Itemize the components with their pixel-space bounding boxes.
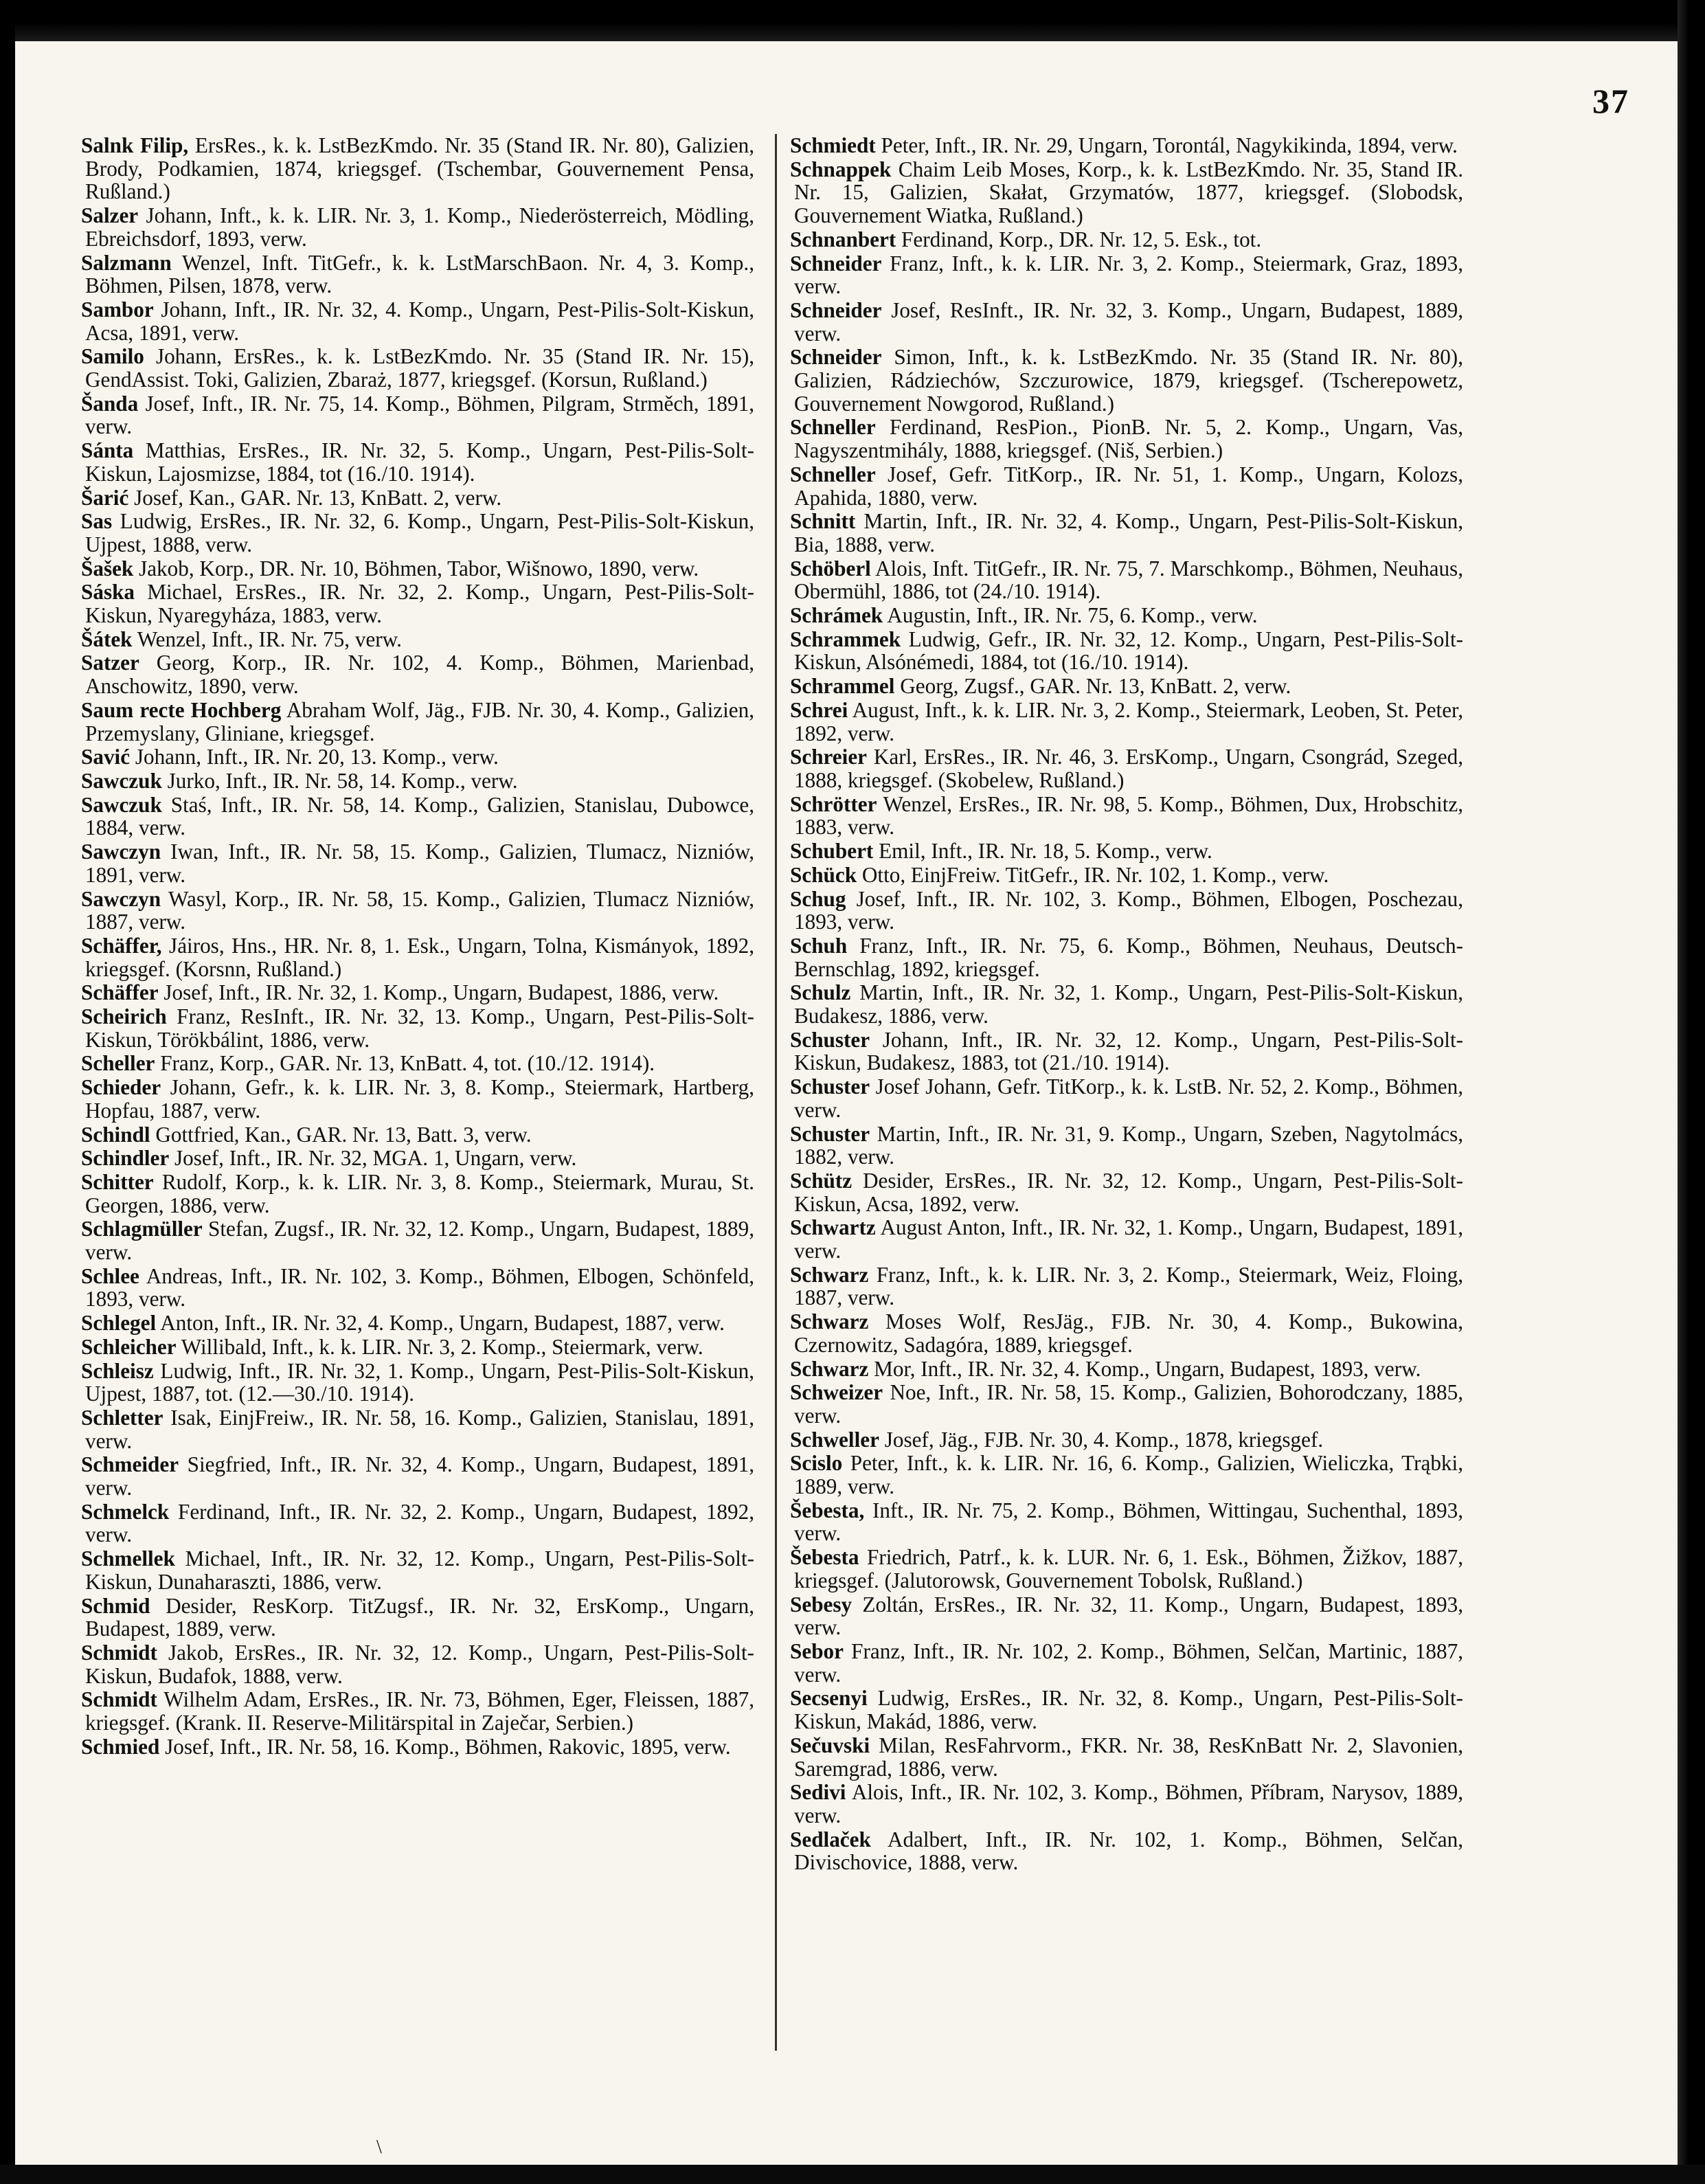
list-entry bbox=[81, 510, 754, 556]
entry-name: Satzer bbox=[81, 651, 139, 675]
list-entry bbox=[790, 463, 1463, 509]
entry-text: Abraham Wolf, Jäg., FJB. Nr. 30, 4. Komp., Galizien, Przemyslany, Gliniane, kriegsgef. bbox=[85, 697, 754, 745]
list-entry bbox=[790, 864, 1463, 887]
entry-text: Wasyl, Korp., IR. Nr. 58, 15. Komp., Galizien, Tlumacz Nizniów, 1887, verw. bbox=[85, 886, 754, 934]
scan-border-bottom bbox=[0, 2165, 1705, 2184]
entry-name: Schuh bbox=[790, 933, 848, 958]
list-entry bbox=[790, 1075, 1463, 1121]
list-entry bbox=[81, 1336, 754, 1359]
entry-text: Noe, Inft., IR. Nr. 58, 15. Komp., Galizien, Bohorodczany, 1885, verw. bbox=[794, 1380, 1463, 1428]
entry-text: August Anton, Inft., IR. Nr. 32, 1. Komp., Ungarn, Budapest, 1891, verw. bbox=[794, 1215, 1463, 1263]
entry-name: Schuster bbox=[790, 1074, 870, 1099]
entry-name: Schnitt bbox=[790, 509, 856, 534]
list-entry bbox=[81, 134, 754, 203]
entry-name: Schrámek bbox=[790, 603, 883, 628]
entry-text: Isak, EinjFreiw., IR. Nr. 58, 16. Komp., Galizien, Stanislau, 1891, verw. bbox=[85, 1405, 754, 1453]
entry-text: Ferdinand, Inft., IR. Nr. 32, 2. Komp., Ungarn, Budapest, 1892, verw. bbox=[85, 1499, 754, 1547]
entry-name: Schweizer bbox=[790, 1380, 883, 1405]
list-entry bbox=[81, 793, 754, 840]
list-entry bbox=[81, 251, 754, 297]
entry-name: Sawczuk bbox=[81, 792, 162, 817]
list-entry bbox=[81, 1123, 754, 1147]
list-entry bbox=[790, 840, 1463, 863]
list-entry bbox=[790, 1263, 1463, 1309]
list-entry bbox=[81, 557, 754, 581]
entry-name: Schwartz bbox=[790, 1215, 876, 1240]
entry-text: Stefan, Zugsf., IR. Nr. 32, 12. Komp., Ungarn, Budapest, 1889, verw. bbox=[85, 1217, 754, 1265]
entry-name: Schlagmüller bbox=[81, 1217, 203, 1241]
entry-text: Staś, Inft., IR. Nr. 58, 14. Komp., Galizien, Stanislau, Dubowce, 1884, verw. bbox=[85, 792, 754, 840]
list-entry bbox=[790, 1358, 1463, 1381]
entry-name: Schöberl bbox=[790, 556, 871, 581]
entry-text: Wenzel, Inft., IR. Nr. 75, verw. bbox=[132, 627, 402, 651]
entry-name: Schuster bbox=[790, 1027, 870, 1052]
entry-name: Schwarz bbox=[790, 1262, 869, 1287]
entry-text: Franz, Inft., k. k. LIR. Nr. 3, 2. Komp., Steiermark, Graz, 1893, verw. bbox=[794, 251, 1463, 299]
entry-name: Schneider bbox=[790, 297, 882, 322]
entry-text: Iwan, Inft., IR. Nr. 58, 15. Komp., Galizien, Tlumacz, Nizniów, 1891, verw. bbox=[85, 840, 754, 887]
entry-text: Friedrich, Patrf., k. k. LUR. Nr. 6, 1. Esk., Böhmen, Žižkov, 1887, kriegsgef. (Jalutorowsk, Gouvernement Tobolsk, Rußland.) bbox=[794, 1545, 1463, 1592]
list-entry bbox=[790, 134, 1463, 157]
column-divider bbox=[775, 134, 777, 2051]
entry-name: Schubert bbox=[790, 839, 874, 864]
entry-name: Schneider bbox=[790, 251, 882, 275]
entry-name: Schnanbert bbox=[790, 227, 896, 251]
entry-text: Martin, Inft., IR. Nr. 32, 1. Komp., Ungarn, Pest-Pilis-Solt-Kiskun, Budakesz, 1886, verw. bbox=[794, 980, 1463, 1028]
entry-text: Matthias, ErsRes., IR. Nr. 32, 5. Komp., Ungarn, Pest-Pilis-Solt-Kiskun, Lajosmizse, 1884, tot (16./10. 1914). bbox=[85, 438, 754, 486]
entry-text: Michael, ErsRes., IR. Nr. 32, 2. Komp., Ungarn, Pest-Pilis-Solt-Kiskun, Nyaregyháza, 1883, verw. bbox=[85, 580, 754, 628]
entry-text: Siegfried, Inft., IR. Nr. 32, 4. Komp., Ungarn, Budapest, 1891, verw. bbox=[85, 1452, 754, 1500]
entry-name: Savić bbox=[81, 745, 131, 769]
list-entry bbox=[790, 699, 1463, 745]
entry-text: Johann, Inft., k. k. LIR. Nr. 3, 1. Komp., Niederösterreich, Mödling, Ebreichsdorf, 1893, verw. bbox=[85, 203, 754, 251]
entry-text: Gottfried, Kan., GAR. Nr. 13, Batt. 3, verw. bbox=[150, 1122, 532, 1147]
entry-text: Moses Wolf, ResJäg., FJB. Nr. 30, 4. Komp., Bukowina, Czernowitz, Sadagóra, 1889, kriegsgef. bbox=[794, 1309, 1463, 1357]
entry-name: Schmeider bbox=[81, 1452, 179, 1477]
bottom-mark: \ bbox=[376, 2137, 382, 2158]
entry-text: ErsRes., k. k. LstBezKmdo. Nr. 35 (Stand IR. Nr. 80), Galizien, Brody, Podkamien, 1874, kriegsgef. (Tschembar, Gouvernement Pensa, Rußland.) bbox=[85, 133, 754, 204]
entry-name: Šebesta bbox=[790, 1545, 859, 1570]
scan-border-top bbox=[0, 0, 1705, 41]
entry-text: Ludwig, Gefr., IR. Nr. 32, 12. Komp., Ungarn, Pest-Pilis-Solt-Kiskun, Alsónémedi, 1884, tot (16./10. 1914). bbox=[794, 627, 1463, 675]
entry-name: Schwarz bbox=[790, 1309, 869, 1334]
entry-text: Anton, Inft., IR. Nr. 32, 4. Komp., Ungarn, Budapest, 1887, verw. bbox=[156, 1311, 725, 1336]
list-entry bbox=[81, 486, 754, 510]
list-entry bbox=[81, 1453, 754, 1499]
list-entry bbox=[790, 628, 1463, 674]
entry-text: Ludwig, ErsRes., IR. Nr. 32, 6. Komp., Ungarn, Pest-Pilis-Solt-Kiskun, Ujpest, 1888, verw. bbox=[85, 509, 754, 556]
list-entry bbox=[81, 1311, 754, 1335]
entry-text: Desider, ResKorp. TitZugsf., IR. Nr. 32, ErsKomp., Ungarn, Budapest, 1889, verw. bbox=[85, 1593, 754, 1641]
entry-text: Johann, Gefr., k. k. LIR. Nr. 3, 8. Komp., Steiermark, Hartberg, Hopfau, 1887, verw. bbox=[85, 1075, 754, 1123]
entry-text: Josef, Kan., GAR. Nr. 13, KnBatt. 2, verw. bbox=[128, 485, 502, 510]
entry-name: Schneller bbox=[790, 462, 876, 486]
entry-text: Josef, Inft., IR. Nr. 102, 3. Komp., Böhmen, Elbogen, Poschezau, 1893, verw. bbox=[794, 886, 1463, 934]
entry-name: Šašek bbox=[81, 556, 134, 581]
list-entry bbox=[790, 1123, 1463, 1169]
entry-name: Schletter bbox=[81, 1405, 163, 1430]
entry-text: Ludwig, Inft., IR. Nr. 32, 1. Komp., Ungarn, Pest-Pilis-Solt-Kiskun, Ujpest, 1887, tot. (12.—30./10. 1914). bbox=[85, 1358, 754, 1406]
list-entry bbox=[81, 1147, 754, 1170]
entry-text: August, Inft., k. k. LIR. Nr. 3, 2. Komp., Steiermark, Leoben, St. Peter, 1892, verw. bbox=[794, 697, 1463, 745]
list-entry bbox=[790, 675, 1463, 698]
entry-text: Josef, Gefr. TitKorp., IR. Nr. 51, 1. Komp., Ungarn, Kolozs, Apahida, 1880, verw. bbox=[794, 462, 1463, 510]
list-entry bbox=[790, 228, 1463, 251]
entry-text: Rudolf, Korp., k. k. LIR. Nr. 3, 8. Komp., Steiermark, Murau, St. Georgen, 1886, verw. bbox=[85, 1169, 754, 1217]
entry-name: Schlee bbox=[81, 1263, 139, 1288]
entry-name: Schindl bbox=[81, 1122, 150, 1147]
entry-name: Schmied bbox=[81, 1734, 160, 1759]
list-entry bbox=[790, 1499, 1463, 1545]
entry-text: Franz, Korp., GAR. Nr. 13, KnBatt. 4, tot. (10./12. 1914). bbox=[155, 1051, 655, 1076]
list-entry bbox=[81, 1265, 754, 1311]
entry-name: Schütz bbox=[790, 1168, 852, 1193]
entry-text: Mor, Inft., IR. Nr. 32, 4. Komp., Ungarn, Budapest, 1893, verw. bbox=[868, 1356, 1421, 1381]
entry-text: Wilhelm Adam, ErsRes., IR. Nr. 73, Böhmen, Eger, Fleissen, 1887, kriegsgef. (Krank. II. Reserve-Militärspital in Zaječar, Serbien.) bbox=[85, 1687, 754, 1735]
entry-name: Sawczyn bbox=[81, 840, 161, 864]
entry-name: Schreier bbox=[790, 745, 868, 769]
entry-name: Sebesy bbox=[790, 1592, 852, 1617]
entry-text: Peter, Inft., k. k. LIR. Nr. 16, 6. Komp., Galizien, Wieliczka, Trąbki, 1889, verw. bbox=[794, 1451, 1463, 1499]
entry-name: Sebor bbox=[790, 1639, 844, 1663]
entry-name: Šátek bbox=[81, 627, 133, 651]
entry-name: Schmellek bbox=[81, 1546, 175, 1571]
list-entry bbox=[790, 557, 1463, 603]
list-entry bbox=[81, 1500, 754, 1546]
entry-text: Milan, ResFahrvorm., FKR. Nr. 38, ResKnBatt Nr. 2, Slavonien, Saremgrad, 1886, verw. bbox=[794, 1733, 1463, 1781]
entry-name: Sedivi bbox=[790, 1780, 846, 1805]
list-entry bbox=[81, 1171, 754, 1217]
entry-name: Sawczuk bbox=[81, 768, 162, 793]
entry-name: Scheller bbox=[81, 1051, 155, 1076]
entry-text: Wenzel, ErsRes., IR. Nr. 98, 5. Komp., Böhmen, Dux, Hrobschitz, 1883, verw. bbox=[794, 791, 1463, 840]
entry-text: Otto, EinjFreiw. TitGefr., IR. Nr. 102, 1. Komp., verw. bbox=[857, 862, 1329, 887]
entry-text: Wenzel, Inft. TitGefr., k. k. LstMarschBaon. Nr. 4, 3. Komp., Böhmen, Pilsen, 1878, verw. bbox=[85, 250, 754, 298]
entry-name: Schleisz bbox=[81, 1358, 154, 1383]
entry-name: Schneider bbox=[790, 345, 882, 370]
entry-name: Šebesta, bbox=[790, 1498, 865, 1522]
entry-name: Schnappek bbox=[790, 157, 892, 181]
entry-name: Schleicher bbox=[81, 1334, 177, 1359]
entry-text: Franz, Inft., IR. Nr. 102, 2. Komp., Böhmen, Selčan, Martinic, 1887, verw. bbox=[794, 1639, 1463, 1687]
entry-name: Schrammek bbox=[790, 627, 901, 651]
entry-name: Schmidt bbox=[81, 1687, 157, 1712]
entry-name: Sambor bbox=[81, 297, 154, 322]
list-entry bbox=[81, 840, 754, 886]
list-entry bbox=[81, 298, 754, 344]
entry-name: Salzmann bbox=[81, 250, 172, 275]
list-entry bbox=[790, 299, 1463, 345]
entry-text: Franz, Inft., IR. Nr. 75, 6. Komp., Böhmen, Neuhaus, Deutsch-Bernschlag, 1892, kriegsgef. bbox=[794, 933, 1463, 981]
entry-text: Georg, Korp., IR. Nr. 102, 4. Komp., Böhmen, Marienbad, Anschowitz, 1890, verw. bbox=[85, 651, 754, 699]
list-entry bbox=[81, 1547, 754, 1593]
entry-name: Schuster bbox=[790, 1121, 870, 1146]
entry-name: Schrammel bbox=[790, 674, 895, 699]
entry-text: Martin, Inft., IR. Nr. 32, 4. Komp., Ungarn, Pest-Pilis-Solt-Kiskun, Bia, 1888, verw. bbox=[794, 509, 1463, 556]
entry-name: Schmidt bbox=[81, 1641, 157, 1665]
entry-text: Josef, Jäg., FJB. Nr. 30, 4. Komp., 1878, kriegsgef. bbox=[879, 1427, 1324, 1452]
list-entry bbox=[790, 1640, 1463, 1686]
list-entry bbox=[790, 793, 1463, 839]
entry-name: Schück bbox=[790, 862, 857, 887]
page-number: 37 bbox=[1592, 82, 1629, 120]
entry-name: Schug bbox=[790, 886, 846, 911]
entry-name: Sedlaček bbox=[790, 1827, 871, 1851]
list-entry bbox=[81, 699, 754, 745]
list-entry bbox=[790, 1687, 1463, 1733]
entry-text: Josef Johann, Gefr. TitKorp., k. k. LstB. Nr. 52, 2. Komp., Böhmen, verw. bbox=[794, 1074, 1463, 1122]
entry-text: Johann, Inft., IR. Nr. 32, 4. Komp., Ungarn, Pest-Pilis-Solt-Kiskun, Acsa, 1891, verw. bbox=[85, 297, 754, 345]
entry-name: Schmiedt bbox=[790, 133, 876, 157]
entry-name: Salzer bbox=[81, 203, 139, 228]
list-entry bbox=[790, 416, 1463, 462]
list-entry bbox=[790, 1028, 1463, 1074]
entry-name: Schulz bbox=[790, 980, 851, 1005]
list-entry bbox=[790, 1593, 1463, 1639]
entry-name: Secsenyi bbox=[790, 1686, 868, 1711]
entry-text: Johann, Inft., IR. Nr. 32, 12. Komp., Ungarn, Pest-Pilis-Solt-Kiskun, Budakesz, 1883, tot (21./10. 1914). bbox=[794, 1027, 1463, 1075]
list-entry bbox=[81, 204, 754, 250]
entry-name: Schweller bbox=[790, 1427, 879, 1452]
list-entry bbox=[81, 1360, 754, 1406]
list-entry bbox=[81, 981, 754, 1004]
list-entry bbox=[790, 346, 1463, 415]
list-entry bbox=[790, 1546, 1463, 1592]
entry-text: Alois, Inft., IR. Nr. 102, 3. Komp., Böhmen, Příbram, Narysov, 1889, verw. bbox=[794, 1780, 1463, 1827]
list-entry bbox=[81, 1595, 754, 1641]
scan-border-left bbox=[0, 0, 15, 2184]
list-entry bbox=[81, 628, 754, 651]
entry-text: Chaim Leib Moses, Korp., k. k. LstBezKmdo. Nr. 35, Stand IR. Nr. 15, Galizien, Skałat, Grzymatów, 1877, kriegsgef. (Slobodsk, Gouvernement Wiatka, Rußland.) bbox=[794, 157, 1463, 228]
entry-text: Karl, ErsRes., IR. Nr. 46, 3. ErsKomp., Ungarn, Csongrád, Szeged, 1888, kriegsgef. (Skobelew, Rußland.) bbox=[794, 745, 1463, 792]
entry-name: Šanda bbox=[81, 391, 139, 416]
left-column bbox=[81, 134, 754, 1759]
list-entry bbox=[81, 1641, 754, 1687]
entry-name: Saum recte Hochberg bbox=[81, 697, 282, 722]
list-entry bbox=[81, 581, 754, 627]
entry-text: Augustin, Inft., IR. Nr. 75, 6. Komp., verw. bbox=[883, 603, 1258, 628]
entry-text: Johann, ErsRes., k. k. LstBezKmdo. Nr. 35 (Stand IR. Nr. 15), GendAssist. Toki, Galizien, Zbaraż, 1877, kriegsgef. (Korsun, Rußland.) bbox=[85, 344, 754, 392]
entry-name: Sawczyn bbox=[81, 886, 161, 911]
list-entry bbox=[790, 1169, 1463, 1215]
entry-text: Peter, Inft., IR. Nr. 29, Ungarn, Torontál, Nagykikinda, 1894, verw. bbox=[875, 133, 1458, 157]
list-entry bbox=[81, 651, 754, 697]
entry-text: Josef, Inft., IR. Nr. 75, 14. Komp., Böhmen, Pilgram, Strměch, 1891, verw. bbox=[85, 391, 754, 439]
list-entry bbox=[81, 1005, 754, 1051]
list-entry bbox=[81, 934, 754, 980]
list-entry bbox=[790, 1381, 1463, 1427]
list-entry bbox=[81, 1052, 754, 1075]
list-entry bbox=[790, 888, 1463, 934]
right-column bbox=[790, 134, 1463, 1875]
entry-text: Simon, Inft., k. k. LstBezKmdo. Nr. 35 (Stand IR. Nr. 80), Galizien, Rádziechów, Szczurowice, 1879, kriegsgef. (Tscherepowetz, Gouvernement Nowgorod, Rußland.) bbox=[794, 345, 1463, 416]
list-entry bbox=[790, 1828, 1463, 1874]
entry-name: Sečuvski bbox=[790, 1733, 870, 1757]
list-entry bbox=[790, 1452, 1463, 1498]
entry-name: Schneller bbox=[790, 415, 876, 440]
list-entry bbox=[790, 158, 1463, 227]
entry-text: Michael, Inft., IR. Nr. 32, 12. Komp., Ungarn, Pest-Pilis-Solt-Kiskun, Dunaharaszti, 1886, verw. bbox=[85, 1546, 754, 1594]
list-entry bbox=[790, 745, 1463, 791]
list-entry bbox=[81, 888, 754, 934]
list-entry bbox=[81, 1735, 754, 1759]
entry-text: Ludwig, ErsRes., IR. Nr. 32, 8. Komp., Ungarn, Pest-Pilis-Solt-Kiskun, Makád, 1886, verw. bbox=[794, 1686, 1463, 1734]
entry-text: Josef, Inft., IR. Nr. 32, MGA. 1, Ungarn, verw. bbox=[169, 1146, 577, 1171]
list-entry bbox=[81, 1076, 754, 1122]
list-entry bbox=[790, 510, 1463, 556]
list-entry bbox=[790, 604, 1463, 627]
list-entry bbox=[790, 1216, 1463, 1262]
list-entry bbox=[790, 252, 1463, 298]
list-entry bbox=[81, 392, 754, 438]
entry-name: Scislo bbox=[790, 1451, 843, 1476]
list-entry bbox=[81, 1406, 754, 1452]
list-entry bbox=[81, 439, 754, 485]
entry-name: Salnk Filip, bbox=[81, 133, 189, 157]
entry-text: Franz, ResInft., IR. Nr. 32, 13. Komp., Ungarn, Pest-Pilis-Solt-Kiskun, Törökbálint, 1886, verw. bbox=[85, 1004, 754, 1052]
entry-text: Jurko, Inft., IR. Nr. 58, 14. Komp., verw. bbox=[161, 768, 518, 793]
entry-text: Ferdinand, Korp., DR. Nr. 12, 5. Esk., tot. bbox=[896, 227, 1262, 251]
list-entry bbox=[790, 1734, 1463, 1780]
entry-text: Willibald, Inft., k. k. LIR. Nr. 3, 2. Komp., Steiermark, verw. bbox=[176, 1334, 703, 1359]
entry-text: Jakob, ErsRes., IR. Nr. 32, 12. Komp., Ungarn, Pest-Pilis-Solt-Kiskun, Budafok, 1888, verw. bbox=[85, 1641, 754, 1688]
entry-text: Martin, Inft., IR. Nr. 31, 9. Komp., Ungarn, Szeben, Nagytolmács, 1882, verw. bbox=[794, 1121, 1463, 1169]
entry-name: Schwarz bbox=[790, 1356, 869, 1381]
entry-text: Desider, ErsRes., IR. Nr. 32, 12. Komp., Ungarn, Pest-Pilis-Solt-Kiskun, Acsa, 1892, verw. bbox=[794, 1168, 1463, 1216]
entry-text: Josef, Inft., IR. Nr. 58, 16. Komp., Böhmen, Rakovic, 1895, verw. bbox=[159, 1734, 731, 1759]
entry-text: Inft., IR. Nr. 75, 2. Komp., Böhmen, Wittingau, Suchenthal, 1893, verw. bbox=[794, 1498, 1463, 1546]
list-entry bbox=[790, 934, 1463, 980]
entry-text: Johann, Inft., IR. Nr. 20, 13. Komp., verw. bbox=[130, 745, 499, 769]
entry-name: Schrötter bbox=[790, 791, 877, 816]
entry-text: Franz, Inft., k. k. LIR. Nr. 3, 2. Komp., Steiermark, Weiz, Floing, 1887, verw. bbox=[794, 1262, 1463, 1310]
entry-name: Schäffer bbox=[81, 980, 159, 1005]
entry-name: Schmid bbox=[81, 1593, 150, 1618]
entry-name: Schrei bbox=[790, 697, 848, 722]
entry-text: Andreas, Inft., IR. Nr. 102, 3. Komp., Böhmen, Elbogen, Schönfeld, 1893, verw. bbox=[85, 1263, 754, 1311]
entry-name: Sáska bbox=[81, 580, 135, 605]
entry-text: Josef, ResInft., IR. Nr. 32, 3. Komp., Ungarn, Budapest, 1889, verw. bbox=[794, 297, 1463, 346]
list-entry bbox=[81, 1688, 754, 1734]
entry-text: Jakob, Korp., DR. Nr. 10, Böhmen, Tabor, Wišnowo, 1890, verw. bbox=[133, 556, 699, 581]
list-entry bbox=[81, 1217, 754, 1263]
list-entry bbox=[790, 1428, 1463, 1452]
entry-name: Schitter bbox=[81, 1169, 154, 1194]
entry-text: Emil, Inft., IR. Nr. 18, 5. Komp., verw. bbox=[873, 839, 1212, 864]
entry-text: Ferdinand, ResPion., PionB. Nr. 5, 2. Komp., Ungarn, Vas, Nagyszentmihály, 1888, kriegsgef. (Niš, Serbien.) bbox=[794, 415, 1463, 463]
entry-name: Schlegel bbox=[81, 1311, 157, 1336]
list-entry bbox=[81, 345, 754, 391]
entry-text: Josef, Inft., IR. Nr. 32, 1. Komp., Ungarn, Budapest, 1886, verw. bbox=[158, 980, 719, 1005]
entry-name: Schäffer, bbox=[81, 933, 162, 958]
scan-border-right bbox=[1678, 0, 1705, 2184]
list-entry bbox=[790, 981, 1463, 1027]
entry-text: Georg, Zugsf., GAR. Nr. 13, KnBatt. 2, verw. bbox=[894, 674, 1291, 699]
list-entry bbox=[81, 769, 754, 793]
entry-name: Scheirich bbox=[81, 1004, 167, 1029]
list-entry bbox=[790, 1310, 1463, 1356]
entry-text: Adalbert, Inft., IR. Nr. 102, 1. Komp., Böhmen, Selčan, Divischovice, 1888, verw. bbox=[794, 1827, 1463, 1875]
entry-name: Sas bbox=[81, 509, 113, 534]
entry-text: Alois, Inft. TitGefr., IR. Nr. 75, 7. Marschkomp., Böhmen, Neuhaus, Obermühl, 1886, tot (24./10. 1914). bbox=[794, 556, 1463, 604]
entry-text: Zoltán, ErsRes., IR. Nr. 32, 11. Komp., Ungarn, Budapest, 1893, verw. bbox=[794, 1592, 1463, 1640]
entry-name: Samilo bbox=[81, 344, 144, 369]
entry-name: Schindler bbox=[81, 1146, 170, 1171]
entry-text: Jáiros, Hns., HR. Nr. 8, 1. Esk., Ungarn, Tolna, Kismányok, 1892, kriegsgef. (Korsnn, Rußland.) bbox=[85, 933, 754, 981]
entry-name: Sánta bbox=[81, 438, 134, 463]
entry-name: Schieder bbox=[81, 1075, 161, 1100]
entry-name: Šarić bbox=[81, 485, 129, 510]
entry-name: Schmelck bbox=[81, 1499, 170, 1524]
list-entry bbox=[81, 745, 754, 769]
list-entry bbox=[790, 1781, 1463, 1827]
